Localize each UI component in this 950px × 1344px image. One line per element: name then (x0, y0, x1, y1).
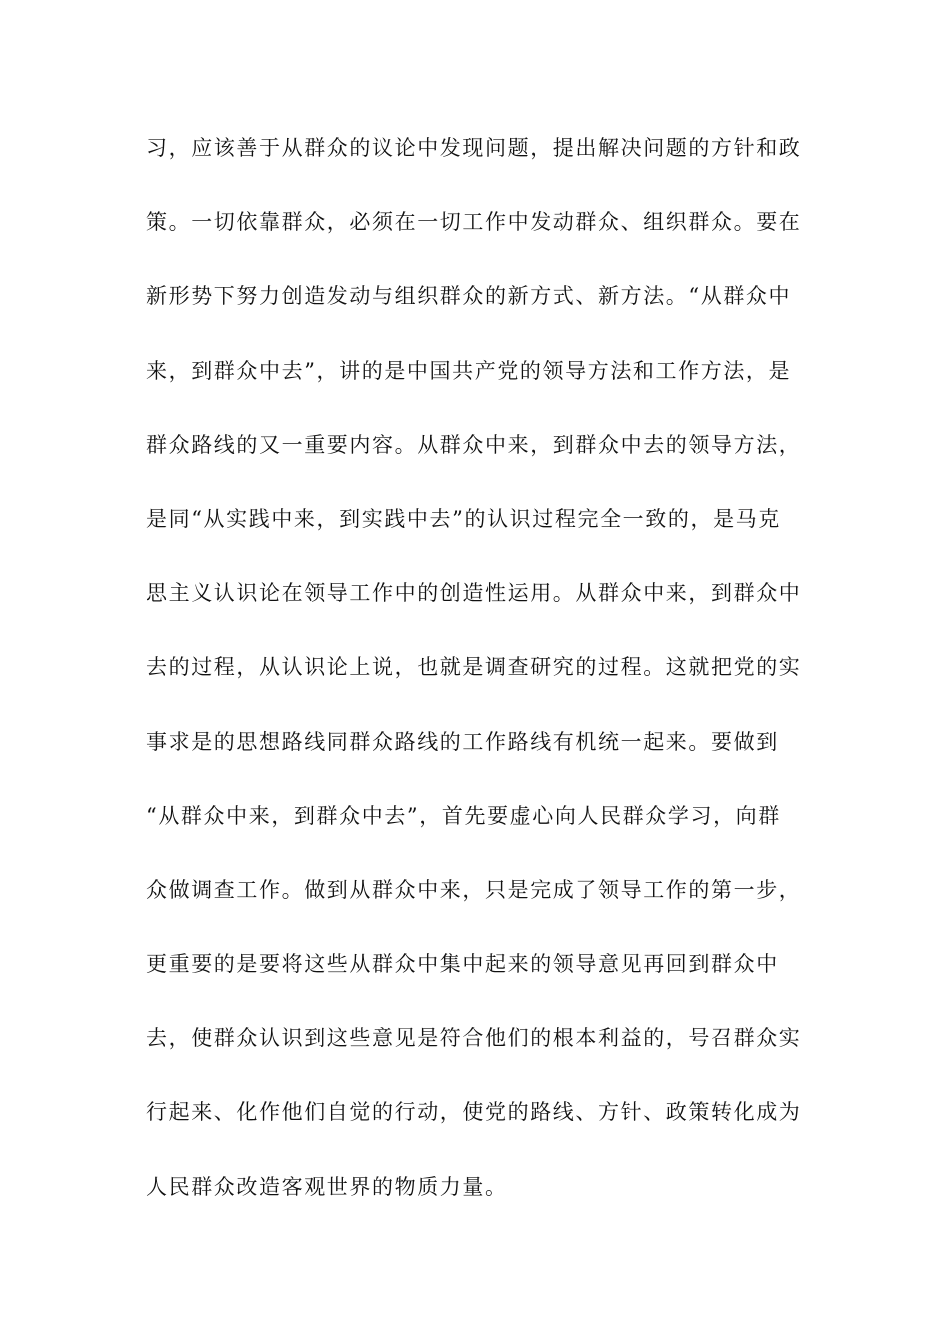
text-line: 习，应该善于从群众的议论中发现问题，提出解决问题的方针和政 (146, 136, 802, 160)
text-line: “从群众中来，到群众中去”，首先要虚心向人民群众学习，向群 (146, 803, 781, 828)
text-line: 来，到群众中去”，讲的是中国共产党的领导方法和工作方法，是 (146, 358, 792, 383)
text-line: 新形势下努力创造发动与组织群众的新方式、新方法。“从群众中 (146, 284, 792, 309)
text-line: 去，使群众认识到这些意见是符合他们的根本利益的，号召群众实 (146, 1026, 802, 1051)
text-line: 是同“从实践中来，到实践中去”的认识过程完全一致的，是马克 (146, 506, 781, 531)
body-paragraph (146, 127, 806, 1240)
text-line: 行起来、化作他们自觉的行动，使党的路线、方针、政策转化成为 (146, 1100, 802, 1125)
text-line: 事求是的思想路线同群众路线的工作路线有机统一起来。要做到 (146, 729, 779, 754)
text-line: 更重要的是要将这些从群众中集中起来的领导意见再回到群众中 (146, 952, 779, 977)
text-line: 去的过程，从认识论上说，也就是调查研究的过程。这就把党的实 (146, 655, 802, 680)
text-line: 策。一切依靠群众，必须在一切工作中发动群众、组织群众。要在 (146, 210, 802, 235)
text-line: 众做调查工作。做到从群众中来，只是完成了领导工作的第一步， (146, 877, 802, 902)
text-line: 人民群众改造客观世界的物质力量。 (146, 1174, 508, 1199)
text-line: 群众路线的又一重要内容。从群众中来，到群众中去的领导方法， (146, 432, 802, 457)
text-line: 思主义认识论在领导工作中的创造性运用。从群众中来，到群众中 (146, 581, 802, 606)
